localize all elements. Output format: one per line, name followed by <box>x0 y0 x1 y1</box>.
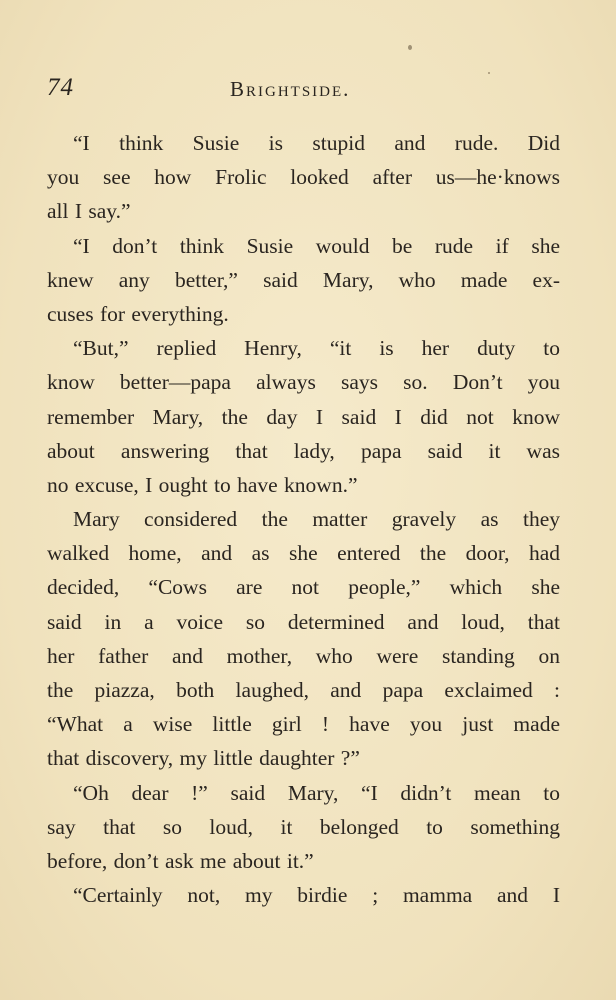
text-line: all I say.” <box>47 199 131 224</box>
text-line: no excuse, I ought to have known.” <box>47 472 358 497</box>
text-line: before, don’t ask me about it.” <box>47 848 314 873</box>
text-line: “Certainly not, my birdie ; mamma and I <box>73 883 560 908</box>
text-line: about answering that lady, papa said it was <box>47 438 560 463</box>
body-text <box>47 126 560 912</box>
text-line: knew any better,” said Mary, who made ex- <box>47 267 560 292</box>
page-number: 74 <box>47 74 74 101</box>
text-line: the piazza, both laughed, and papa exclaimed : <box>47 678 560 702</box>
text-line: say that so loud, it belonged to something <box>47 814 560 839</box>
text-line: her father and mother, who were standing on <box>47 643 560 668</box>
text-line: “I don’t think Susie would be rude if she <box>73 233 560 258</box>
page-header <box>47 74 561 110</box>
text-line: decided, “Cows are not people,” which she <box>47 575 560 600</box>
text-line: “I think Susie is stupid and rude. Did <box>73 131 560 155</box>
text-line: Mary considered the matter gravely as they <box>73 507 560 532</box>
running-title: Brightside. <box>230 77 351 101</box>
text-line: you see how Frolic looked after us—he·knows <box>47 165 560 190</box>
text-line: cuses for everything. <box>47 301 229 326</box>
text-line: “But,” replied Henry, “it is her duty to <box>73 336 560 361</box>
ink-speck <box>408 45 412 50</box>
text-line: “What a wise little girl ! have you just made <box>47 712 560 737</box>
text-line: walked home, and as she entered the door, had <box>47 541 560 566</box>
text-line: “Oh dear !” said Mary, “I didn’t mean to <box>73 780 560 805</box>
text-line: remember Mary, the day I said I did not know <box>47 404 560 429</box>
text-line: said in a voice so determined and loud, that <box>47 609 560 634</box>
text-line: that discovery, my little daughter ?” <box>47 746 360 771</box>
text-line: know better—papa always says so. Don’t you <box>47 370 560 395</box>
